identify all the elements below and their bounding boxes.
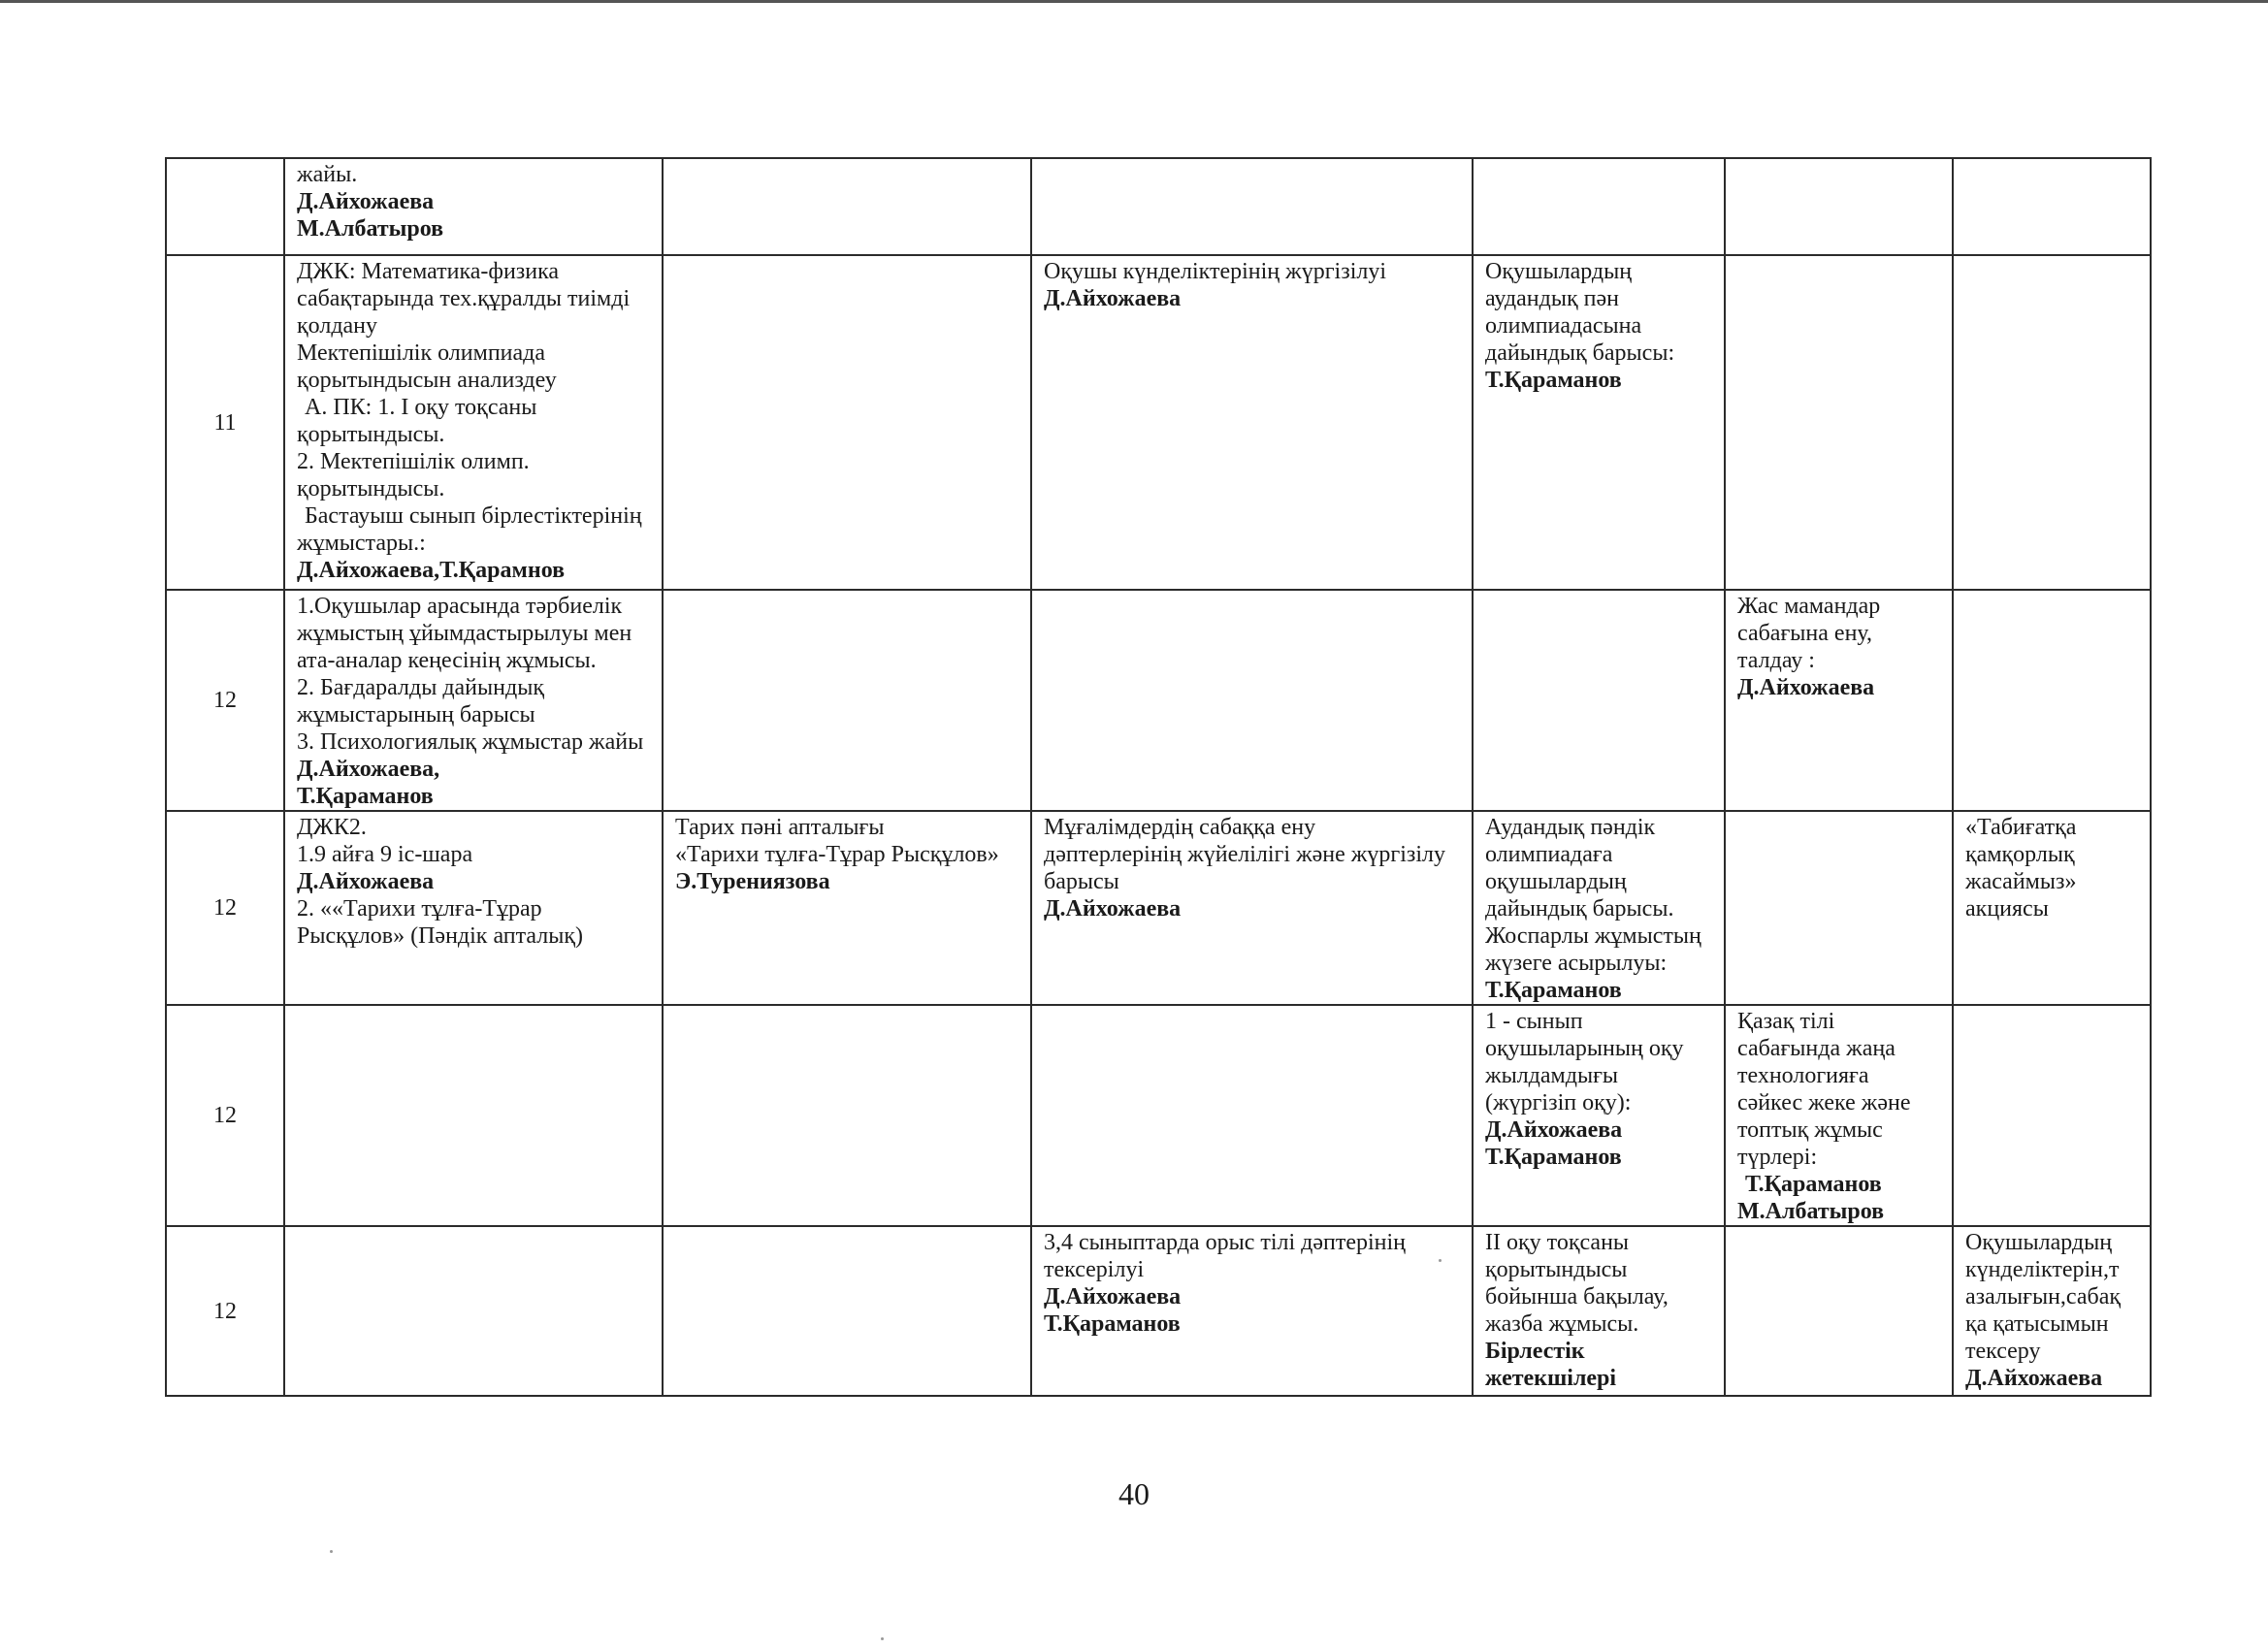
- cell-text-line: сабағына ену,: [1737, 621, 1873, 646]
- table-cell-col4: [1473, 1226, 1725, 1396]
- responsible-person: Д.Айхожаева,Т.Қарамнов: [297, 558, 566, 583]
- cell-text-line: 3,4 сыныптарда орыс тілі дәптерінің: [1044, 1230, 1407, 1255]
- table-row: [166, 1005, 2151, 1226]
- cell-text-line: 1 - сынып: [1485, 1009, 1583, 1034]
- cell-text-line: барысы: [1044, 869, 1119, 894]
- cell-text-line: жұмыстарының барысы: [297, 702, 535, 728]
- responsible-person: Д.Айхожаева: [1044, 1284, 1182, 1310]
- table-cell-col3: [1031, 1005, 1473, 1226]
- cell-text-line: Мұғалімдердің сабаққа ену: [1044, 815, 1316, 840]
- table-cell-col1: [284, 255, 663, 590]
- cell-text-line: 3. Психологиялық жұмыстар жайы: [297, 729, 644, 755]
- responsible-person: Бірлестік: [1485, 1339, 1585, 1364]
- cell-text-line: 2. Мектепішілік олимп.: [297, 449, 530, 474]
- cell-text-line: 2. ««Тарихи тұлға-Тұрар: [297, 896, 542, 922]
- responsible-person: жетекшілері: [1485, 1366, 1617, 1391]
- cell-text-line: күнделіктерін,т: [1965, 1257, 2120, 1282]
- cell-text-line: жылдамдығы: [1485, 1063, 1619, 1088]
- cell-text-line: Оқушылардың: [1485, 259, 1633, 284]
- table-cell-col4: [1473, 158, 1725, 255]
- cell-text-line: түрлері:: [1737, 1145, 1818, 1170]
- cell-text-line: 2. Бағдаралды дайындық: [297, 675, 544, 700]
- table-cell-col2: [663, 158, 1031, 255]
- cell-text-line: оқушыларының оқу: [1485, 1036, 1684, 1061]
- cell-text-line: сабақтарында тех.құралды тиімді: [297, 286, 631, 311]
- cell-text-line: технологияға: [1737, 1063, 1869, 1088]
- cell-text-line: Мектепішілік олимпиада: [297, 340, 546, 366]
- table-cell-col5: [1725, 811, 1953, 1005]
- table-cell-col4: [1473, 1005, 1725, 1226]
- table-cell-col5: [1725, 1005, 1953, 1226]
- table-cell-col1: [284, 811, 663, 1005]
- cell-text-line: жұмыстың ұйымдастырылуы мен: [297, 621, 632, 646]
- responsible-person: Т.Қараманов: [297, 784, 434, 809]
- cell-text-line: Аудандық пәндік: [1485, 815, 1656, 840]
- table-cell-col3: [1031, 590, 1473, 811]
- cell-text-line: жайы.: [297, 162, 358, 187]
- responsible-person: Д.Айхожаева: [1044, 286, 1182, 311]
- cell-text-line: ІІ оқу тоқсаны: [1485, 1230, 1630, 1255]
- table-cell-col2: [663, 590, 1031, 811]
- table-cell-col2: [663, 811, 1031, 1005]
- responsible-person: Д.Айхожаева: [297, 869, 435, 894]
- responsible-person: Д.Айхожаева: [297, 189, 435, 214]
- cell-text-line: сәйкес жеке және: [1737, 1090, 1911, 1116]
- responsible-person: Т.Қараманов: [1485, 978, 1622, 1003]
- cell-text-line: Жас мамандар: [1737, 594, 1881, 619]
- cell-text-line: сабағында жаңа: [1737, 1036, 1895, 1061]
- cell-text-line: Рысқұлов» (Пәндік апталық): [297, 923, 584, 949]
- table-row: [166, 255, 2151, 590]
- table-cell-col6: [1953, 1005, 2151, 1226]
- cell-text-line: топтық жұмыс: [1737, 1117, 1883, 1143]
- table-cell-col6: [1953, 158, 2151, 255]
- scan-speck: [1439, 1259, 1442, 1262]
- cell-text-line: дайындық барысы.: [1485, 896, 1674, 922]
- table-row: [166, 590, 2151, 811]
- responsible-person: Д.Айхожаева: [1965, 1366, 2103, 1391]
- table-cell-col6: [1953, 590, 2151, 811]
- table-cell-col1: [284, 158, 663, 255]
- row-number-cell: 12: [166, 1005, 284, 1226]
- table-cell-col6: [1953, 1226, 2151, 1396]
- cell-text-line: қолдану: [297, 313, 378, 339]
- table-cell-col3: [1031, 1226, 1473, 1396]
- table-row: [166, 811, 2151, 1005]
- responsible-person: М.Албатыров: [1737, 1199, 1885, 1224]
- table-cell-col5: [1725, 590, 1953, 811]
- table-cell-col6: [1953, 255, 2151, 590]
- table-cell-col4: [1473, 811, 1725, 1005]
- cell-text-line: бойынша бақылау,: [1485, 1284, 1669, 1310]
- cell-text-line: «Тарихи тұлға-Тұрар Рысқұлов»: [675, 842, 999, 867]
- table-cell-col2: [663, 255, 1031, 590]
- cell-text-line: ата-аналар кеңесінің жұмысы.: [297, 648, 597, 673]
- cell-text-line: қа қатысымын: [1965, 1311, 2109, 1337]
- cell-text-line: қорытындысы.: [297, 422, 445, 447]
- cell-text-line: қорытындысы.: [297, 476, 445, 501]
- cell-text-line: қорытындысы: [1485, 1257, 1628, 1282]
- cell-text-line: олимпиадасына: [1485, 313, 1642, 339]
- cell-text-line: жүзеге асырылуы:: [1485, 951, 1668, 976]
- responsible-person: Д.Айхожаева: [1044, 896, 1182, 922]
- cell-text-line: 1.Оқушылар арасында тәрбиелік: [297, 594, 623, 619]
- scan-speck: [330, 1550, 333, 1553]
- page-number: 40: [1118, 1476, 1150, 1511]
- table-cell-col3: [1031, 811, 1473, 1005]
- table-cell-col4: [1473, 590, 1725, 811]
- cell-text-line: дайындық барысы:: [1485, 340, 1675, 366]
- cell-text-line: ДЖК: Математика-физика: [297, 259, 560, 284]
- cell-text-line: азалығын,сабақ: [1965, 1284, 2122, 1310]
- row-number-cell: 12: [166, 590, 284, 811]
- cell-text-line: (жүргізіп оқу):: [1485, 1090, 1632, 1116]
- row-number-cell: 11: [166, 255, 284, 590]
- table-cell-col6: [1953, 811, 2151, 1005]
- cell-text-line: акциясы: [1965, 896, 2049, 922]
- table-cell-col5: [1725, 158, 1953, 255]
- responsible-person: Т.Қараманов: [1044, 1311, 1181, 1337]
- cell-text-line: тексерілуі: [1044, 1257, 1145, 1282]
- cell-text-line: Тарих пәні апталығы: [675, 815, 885, 840]
- cell-text-line: қамқорлық: [1965, 842, 2075, 867]
- cell-text-line: Бастауыш сынып бірлестіктерінің: [305, 503, 642, 529]
- cell-text-line: дәптерлерінің жүйелілігі және жүргізілу: [1044, 842, 1446, 867]
- table-row: [166, 1226, 2151, 1396]
- cell-text-line: Қазақ тілі: [1737, 1009, 1835, 1034]
- table-cell-col5: [1725, 255, 1953, 590]
- cell-text-line: олимпиадаға: [1485, 842, 1613, 867]
- cell-text-line: оқушылардың: [1485, 869, 1627, 894]
- cell-text-line: ДЖК2.: [297, 815, 367, 840]
- scan-top-border: [0, 0, 2268, 3]
- cell-text-line: қорытындысын анализдеу: [297, 368, 557, 393]
- table-cell-col5: [1725, 1226, 1953, 1396]
- cell-text-line: А. ПК: 1. І оқу тоқсаны: [305, 395, 537, 420]
- table-cell-col1: [284, 1005, 663, 1226]
- responsible-person: М.Албатыров: [297, 216, 444, 242]
- responsible-person: Э.Турениязова: [675, 869, 830, 894]
- cell-text-line: Жоспарлы жұмыстың: [1485, 923, 1701, 949]
- cell-text-line: аудандық пән: [1485, 286, 1619, 311]
- work-plan-table: [165, 157, 2152, 1397]
- cell-text-line: жасаймыз»: [1965, 869, 2077, 894]
- table-cell-col4: [1473, 255, 1725, 590]
- scan-speck: [881, 1637, 884, 1640]
- cell-text-line: Оқушы күнделіктерінің жүргізілуі: [1044, 259, 1387, 284]
- table-cell-col3: [1031, 255, 1473, 590]
- table-cell-col1: [284, 1226, 663, 1396]
- responsible-person: Д.Айхожаева: [1485, 1117, 1623, 1143]
- cell-text-line: талдау :: [1737, 648, 1815, 673]
- cell-text-line: 1.9 айға 9 іс-шара: [297, 842, 473, 867]
- responsible-person: Т.Қараманов: [1485, 1145, 1622, 1170]
- row-number-cell: 12: [166, 1226, 284, 1396]
- row-number-cell: [166, 158, 284, 255]
- table-row: [166, 158, 2151, 255]
- table-cell-col3: [1031, 158, 1473, 255]
- table-cell-col2: [663, 1226, 1031, 1396]
- table-cell-col2: [663, 1005, 1031, 1226]
- row-number-cell: 12: [166, 811, 284, 1005]
- cell-text-line: жазба жұмысы.: [1485, 1311, 1639, 1337]
- responsible-person: Д.Айхожаева: [1737, 675, 1875, 700]
- responsible-person: Т.Қараманов: [1485, 368, 1622, 393]
- cell-text-line: жұмыстары.:: [297, 531, 426, 556]
- cell-text-line: Оқушылардың: [1965, 1230, 2113, 1255]
- cell-text-line: тексеру: [1965, 1339, 2041, 1364]
- responsible-person: Д.Айхожаева,: [297, 757, 440, 782]
- responsible-person: Т.Қараманов: [1745, 1172, 1882, 1197]
- cell-text-line: «Табиғатқа: [1965, 815, 2077, 840]
- table-cell-col1: [284, 590, 663, 811]
